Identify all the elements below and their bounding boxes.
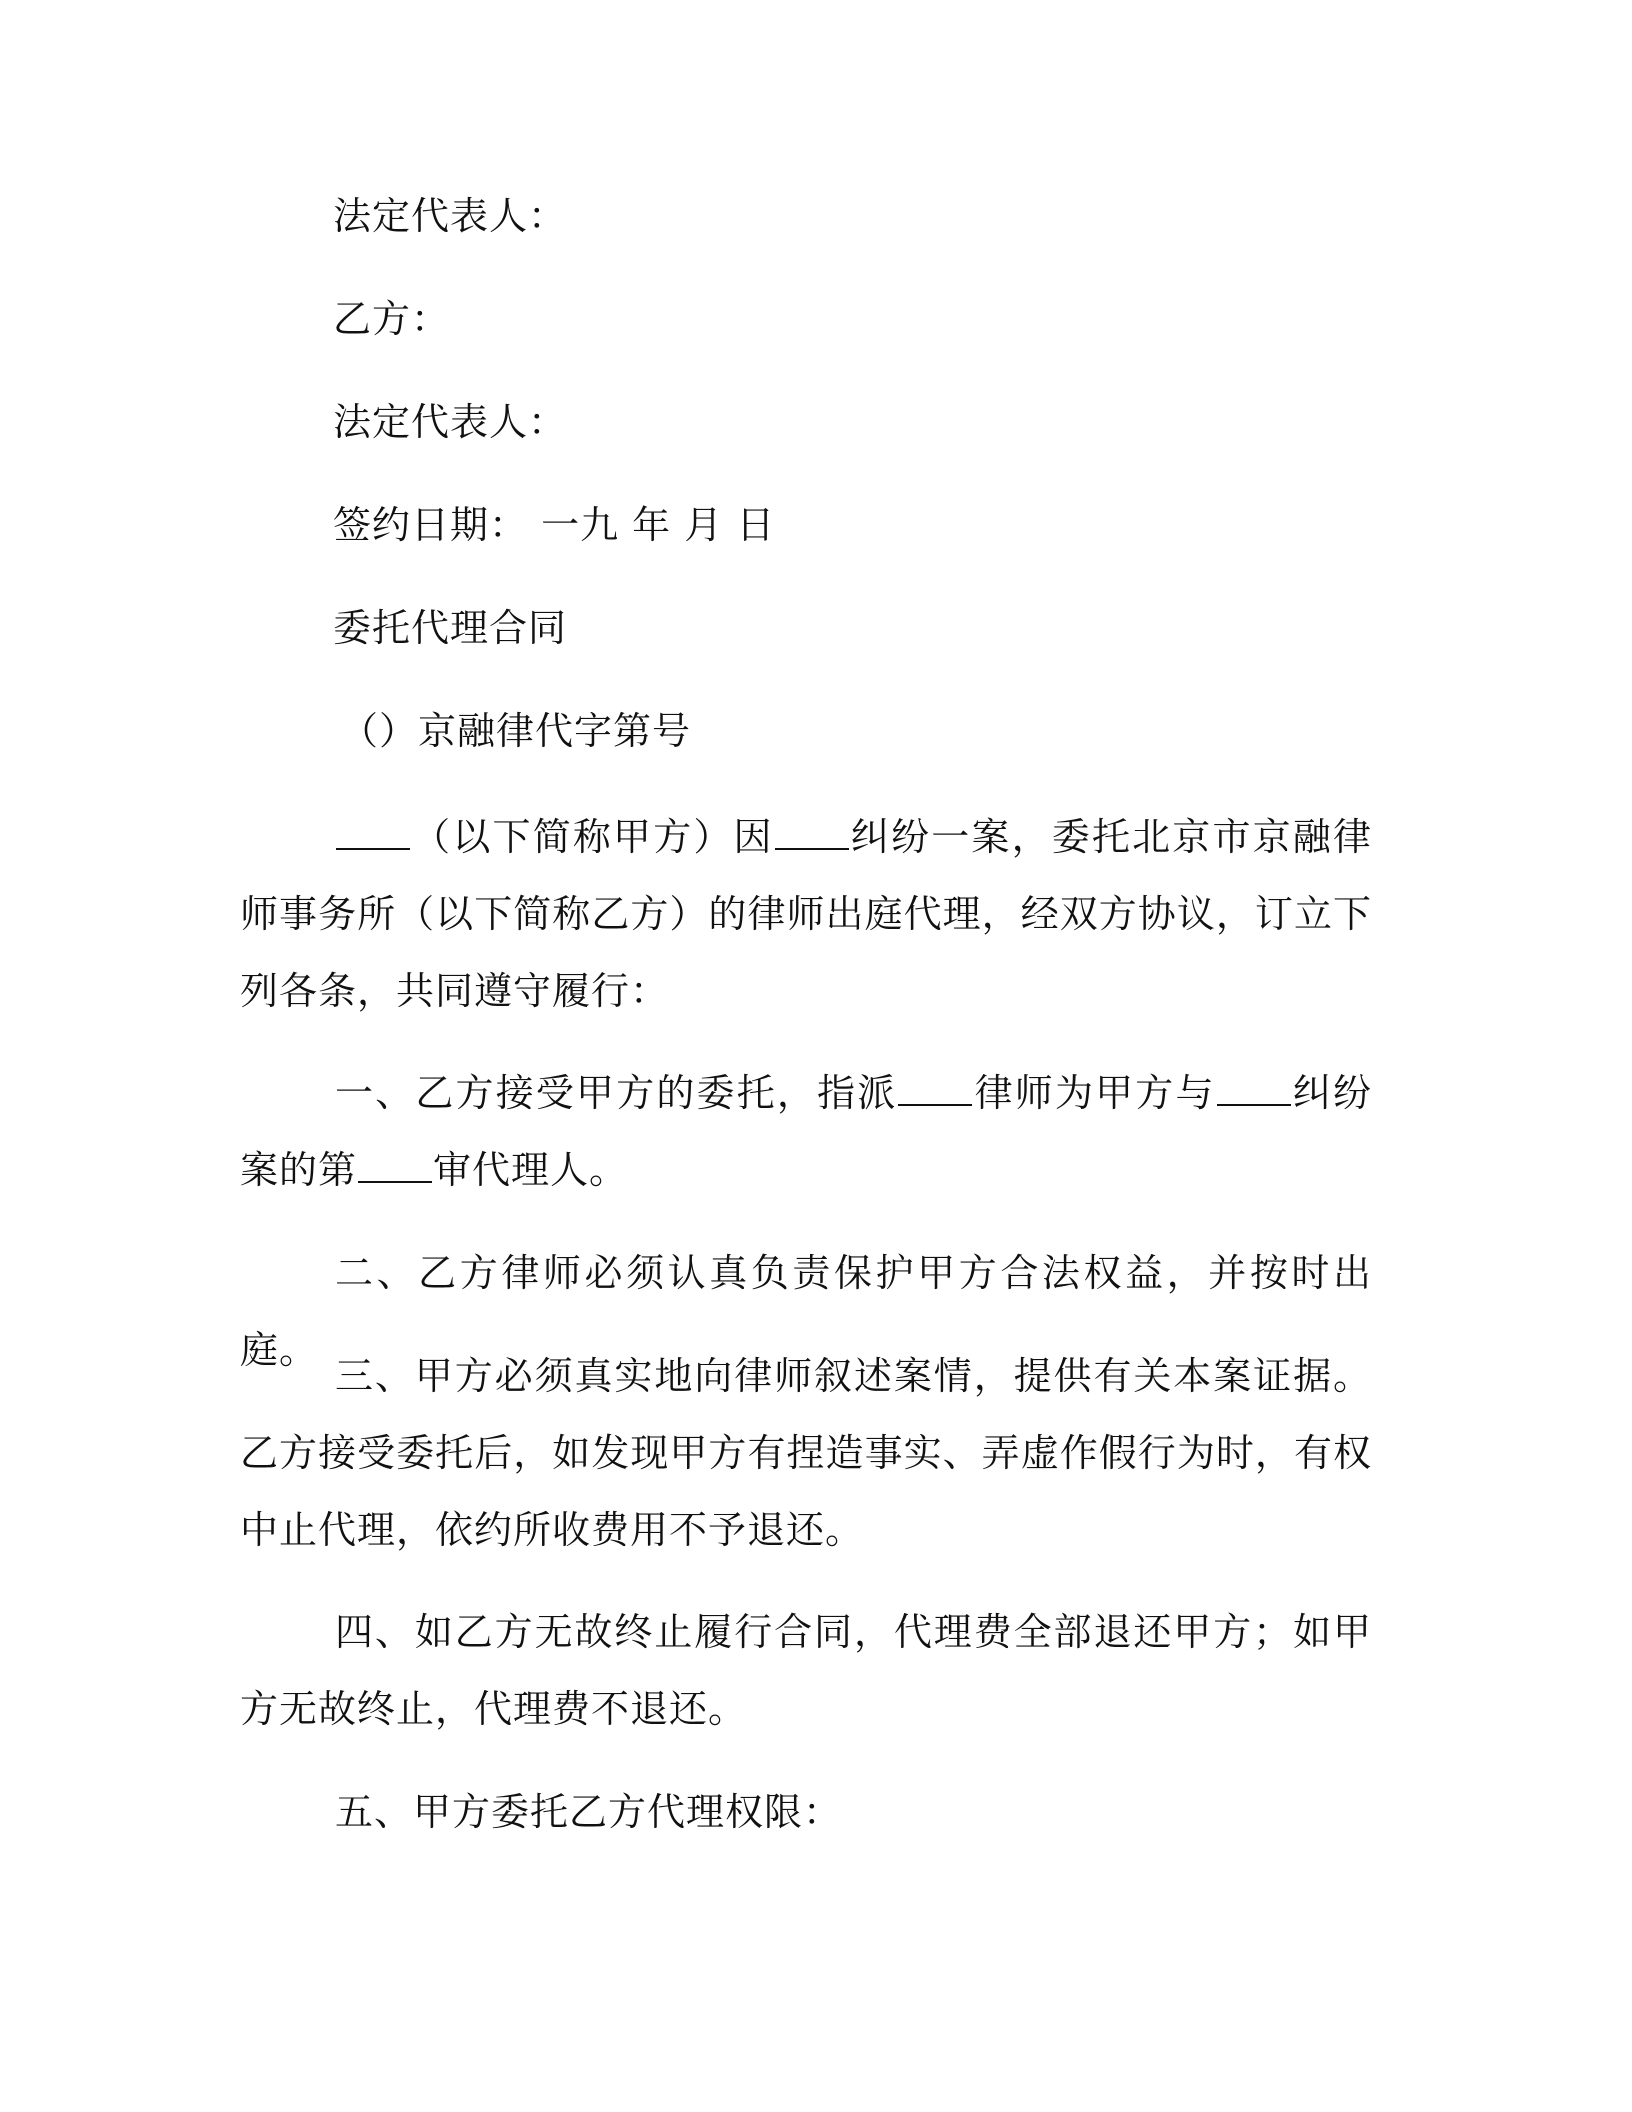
legal-representative-label-1: 法定代表人： <box>333 194 568 238</box>
counterparty-blank <box>1217 1070 1291 1106</box>
clause-1 <box>240 1055 1372 1209</box>
clause-1-text-3: 纠纷案的第 <box>240 1071 1372 1192</box>
lawyer-name-blank <box>898 1070 972 1106</box>
legal-representative-label-2: 法定代表人： <box>333 400 568 444</box>
clause-1-text-1: 一、乙方接受甲方的委托，指派 <box>335 1071 898 1115</box>
clause-1-text-2: 律师为甲方与 <box>973 1071 1216 1115</box>
clause-1-text-4: 审代理人。 <box>433 1148 629 1192</box>
instance-blank <box>358 1147 432 1183</box>
clause-4: 四、如乙方无故终止履行合同，代理费全部退还甲方；如甲方无故终止，代理费不退还。 <box>240 1610 1372 1731</box>
intro-text-2: 纠纷一案，委托北京市京融律师事务所（以下简称乙方）的律师出庭代理，经双方协议，订立下列各条，共同遵守履行： <box>240 815 1372 1013</box>
clause-3: 三、甲方必须真实地向律师叙述案情，提供有关本案证据。乙方接受委托后，如发现甲方有捏造事实、弄虚作假行为时，有权中止代理，依约所收费用不予退还。 <box>240 1354 1372 1552</box>
contract-title: 委托代理合同 <box>333 606 568 650</box>
clause-2: 二、乙方律师必须认真负责保护甲方合法权益，并按时出庭。 <box>240 1251 1372 1372</box>
clause-5: 五、甲方委托乙方代理权限： <box>335 1790 843 1834</box>
intro-paragraph <box>240 799 1372 1030</box>
party-b-label: 乙方： <box>333 297 451 341</box>
intro-text-1: （以下简称甲方）因 <box>411 815 774 859</box>
signing-date: 签约日期： 一九 年 月 日 <box>333 503 776 547</box>
contract-number: （）京融律代字第号 <box>340 709 692 753</box>
dispute-type-blank <box>775 814 849 850</box>
party-a-name-blank <box>336 814 410 850</box>
